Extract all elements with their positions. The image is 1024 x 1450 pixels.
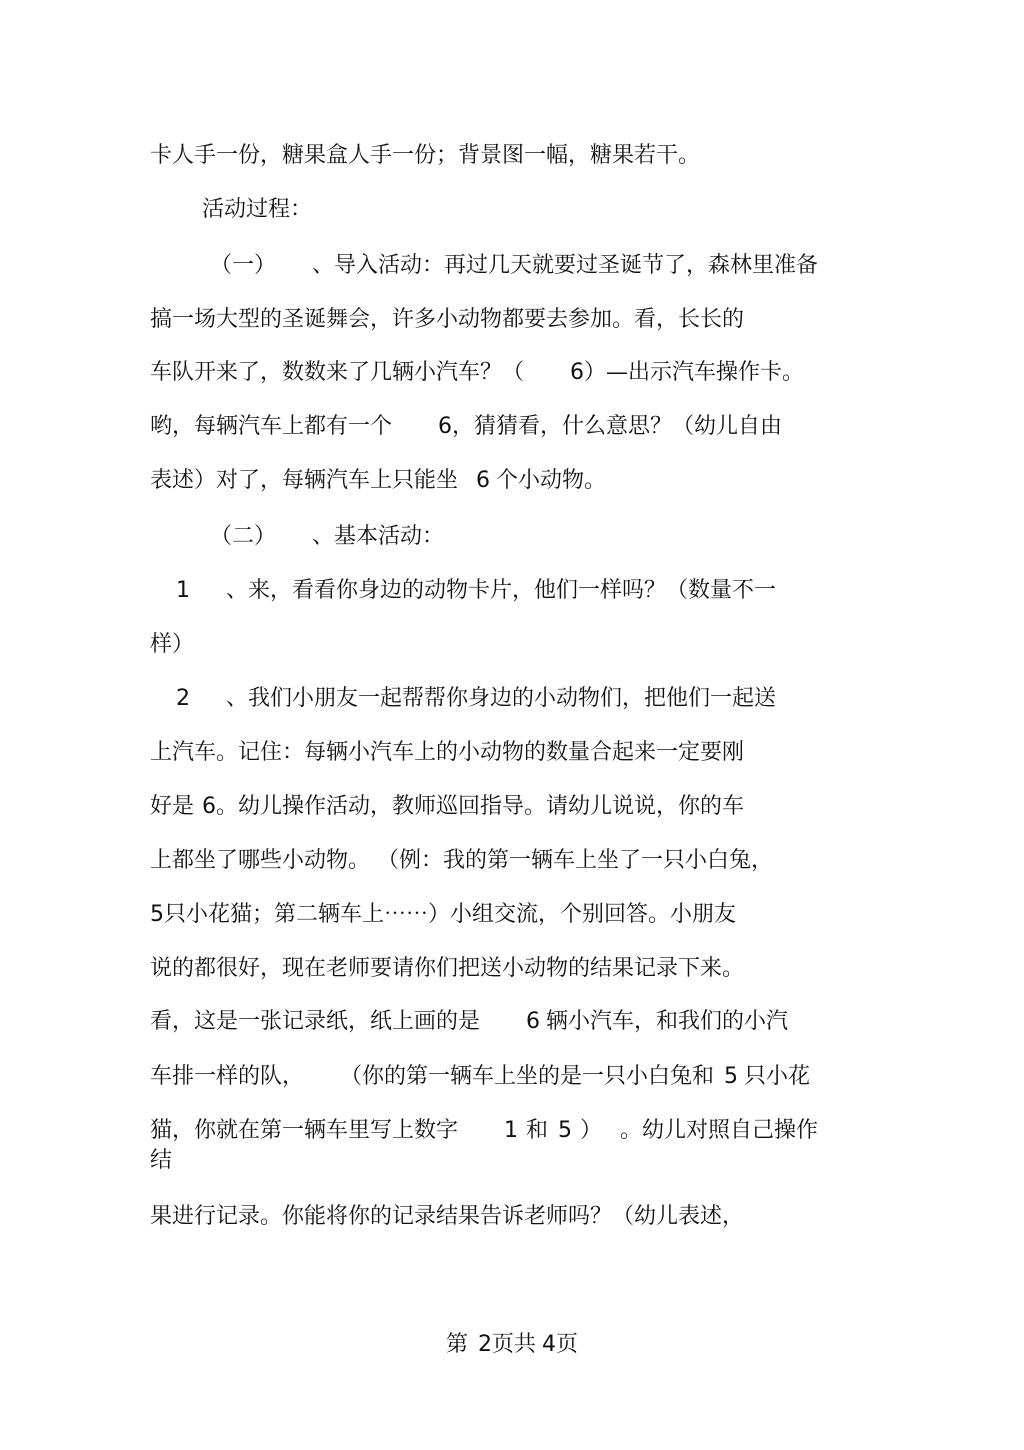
paragraph-line — [150, 954, 744, 984]
total-page-count: 4 — [542, 1332, 556, 1357]
text: 说的都很好，现在老师要请你们把送小动物的结果记录下来。 — [150, 956, 745, 981]
text: 、来，看看你身边的动物卡片，他们一样吗？（数量不一 — [226, 578, 777, 603]
text: 只小花 — [744, 1064, 811, 1089]
paragraph-line — [150, 1146, 172, 1176]
section-one-heading — [210, 251, 818, 281]
footer-prefix: 第 — [445, 1332, 468, 1357]
footer-suffix: 页 — [556, 1332, 579, 1357]
text: （你的第一辆车上坐的是一只小白兔和 — [340, 1064, 715, 1089]
text: 上汽车。记住：每辆小汽车上的小动物的数量合起来一定要刚 — [150, 740, 745, 765]
section-number: （一） — [210, 253, 277, 278]
text: 辆小汽车，和我们的小汽 — [546, 1009, 789, 1034]
text: 车排一样的队， — [150, 1064, 305, 1089]
text: 看，这是一张记录纸，纸上画的是 — [150, 1009, 481, 1034]
text: 果进行记录。你能将你的记录结果告诉老师吗？（幼儿表述， — [150, 1204, 745, 1229]
paragraph-line — [150, 412, 782, 442]
text: 车队开来了，数数来了几辆小汽车？（ — [150, 360, 525, 385]
paragraph-line — [150, 630, 194, 660]
text: 样） — [150, 632, 195, 657]
text: 上都坐了哪些小动物。 （例：我的第一辆车上坐了一只小白兔， — [150, 848, 773, 873]
section-heading — [202, 195, 312, 225]
paragraph-line — [150, 792, 744, 822]
text: 好是 — [150, 794, 195, 819]
paragraph-line — [150, 1007, 788, 1037]
paragraph-line — [150, 738, 744, 768]
text: 哟，每辆汽车上都有一个 — [150, 414, 393, 439]
text: 只小花猫；第二辆车上⋯⋯）小组交流，个别回答。小朋友 — [164, 902, 737, 927]
text: 、基本活动： — [312, 524, 445, 549]
text: 表述）对了，每辆汽车上只能坐 — [150, 468, 459, 493]
paragraph-line — [150, 466, 606, 496]
numbered-item — [176, 576, 776, 606]
text: 和 — [526, 1118, 549, 1143]
number: 1 — [504, 1118, 519, 1143]
number: 6 — [202, 794, 217, 819]
number: 5 — [150, 902, 164, 927]
text: 、我们小朋友一起帮帮你身边的小动物们，把他们一起送 — [226, 686, 777, 711]
number: 6 — [570, 360, 585, 385]
paragraph-line — [150, 846, 773, 876]
numbered-item — [176, 684, 776, 714]
paragraph-line — [150, 358, 804, 388]
item-number: 1 — [176, 578, 190, 603]
text: ） — [580, 1118, 603, 1143]
current-page-number: 2 — [477, 1332, 492, 1357]
paragraph-line — [150, 1202, 744, 1232]
item-number: 2 — [176, 686, 190, 711]
text: 猫，你就在第一辆车里写上数字 — [150, 1118, 459, 1143]
section-two-heading — [210, 522, 444, 552]
number: 6 — [526, 1009, 541, 1034]
number: 5 — [724, 1064, 739, 1089]
text: 结 — [150, 1148, 173, 1173]
page-footer — [0, 1330, 1024, 1360]
text: 。幼儿对照自己操作 — [620, 1118, 819, 1143]
text: 、导入活动：再过几天就要过圣诞节了，森林里准备 — [312, 253, 819, 278]
text: 搞一场大型的圣诞舞会，许多小动物都要去参加。看，长长的 — [150, 307, 745, 332]
footer-middle: 页共 — [491, 1332, 536, 1357]
text: 卡人手一份，糖果盒人手一份；背景图一幅，糖果若干。 — [150, 143, 701, 168]
text: ）—出示汽车操作卡。 — [584, 360, 805, 385]
number: 5 — [558, 1118, 573, 1143]
paragraph-line — [150, 1116, 818, 1146]
text: ，猜猜看，什么意思？（幼儿自由 — [452, 414, 783, 439]
text: 。幼儿操作活动，教师巡回指导。请幼儿说说，你的车 — [216, 794, 745, 819]
number: 6 — [476, 468, 491, 493]
paragraph-line — [150, 305, 744, 335]
paragraph-line — [150, 1062, 810, 1092]
paragraph-line — [150, 900, 736, 930]
text: 个小动物。 — [496, 468, 607, 493]
paragraph-line — [150, 141, 700, 171]
text: 活动过程： — [202, 197, 313, 222]
number: 6 — [438, 414, 453, 439]
section-number: （二） — [210, 524, 277, 549]
